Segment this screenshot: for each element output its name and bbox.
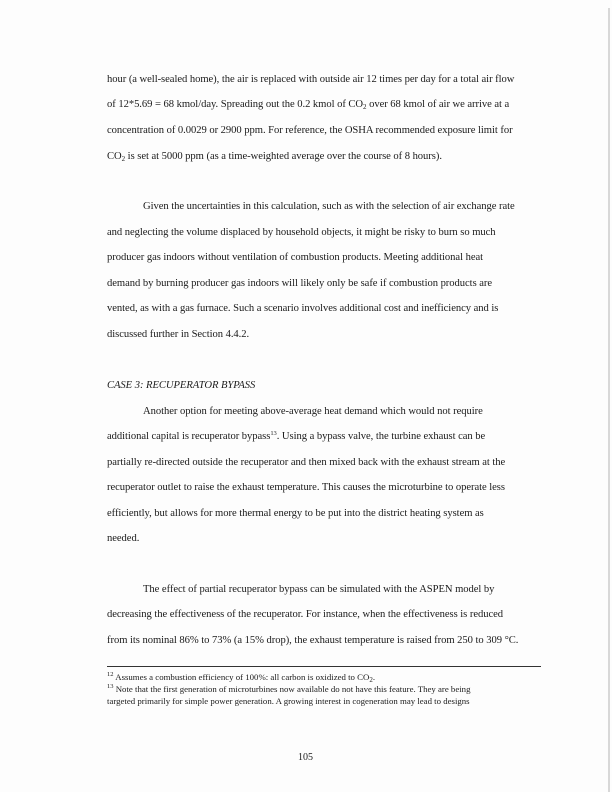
footnote-ref-13[interactable]: 13	[270, 430, 277, 437]
footnote-mark: 13	[107, 683, 114, 690]
p2-line-5: vented, as with a gas furnace. Such a scenario involves additional cost and inefficiency and is	[107, 303, 499, 314]
p3-line-3: partially re-directed outside the recuperator and then mixed back with the exhaust stream at the	[107, 457, 506, 468]
text: CO	[107, 151, 122, 162]
p3-line-4: recuperator outlet to raise the exhaust temperature. This causes the microturbine to operate less	[107, 482, 505, 493]
footnote-mark: 12	[107, 671, 114, 678]
subscript: 2	[121, 155, 126, 163]
text: Assumes a combustion efficiency of 100%: all carbon is oxidized to CO	[113, 672, 370, 682]
p3-line-2	[107, 431, 485, 442]
p2-line-2: and neglecting the volume displaced by household objects, it might be risky to burn so much	[107, 227, 496, 238]
text: is set at 5000 ppm (as a time-weighted average over the course of 8 hours).	[125, 151, 442, 162]
p3-line-6: needed.	[107, 533, 140, 544]
p4-line-3: from its nominal 86% to 73% (a 15% drop), the exhaust temperature is raised from 250 to 309 °C.	[107, 635, 519, 646]
p3-line-5: efficiently, but allows for more thermal energy to be put into the district heating system as	[107, 508, 484, 519]
p1-line-1: hour (a well-sealed home), the air is replaced with outside air 12 times per day for a total air flow	[107, 74, 515, 85]
footnote-divider	[107, 666, 541, 667]
footnote-12	[107, 672, 375, 682]
footnote-13-line-1	[107, 684, 470, 694]
p4-line-1: The effect of partial recuperator bypass can be simulated with the ASPEN model by	[143, 584, 495, 595]
p1-line-4	[107, 151, 442, 162]
footnote-13-line-2: targeted primarily for simple power generation. A growing interest in cogeneration may lead to designs	[107, 696, 470, 706]
p2-line-6: discussed further in Section 4.4.2.	[107, 329, 250, 340]
p2-line-3: producer gas indoors without ventilation of combustion products. Meeting additional heat	[107, 252, 484, 263]
p1-line-3: concentration of 0.0029 or 2900 ppm. For reference, the OSHA recommended exposure limit for	[107, 125, 513, 136]
text: Note that the first generation of microturbines now available do not have this feature. They are being	[113, 684, 471, 694]
p3-line-1: Another option for meeting above-average heat demand which would not require	[143, 406, 483, 417]
subscript: 2	[363, 103, 367, 111]
text: .	[372, 672, 376, 682]
p4-line-2: decreasing the effectiveness of the recuperator. For instance, when the effectiveness is reduced	[107, 609, 504, 620]
text: . Using a bypass valve, the turbine exhaust can be	[276, 431, 486, 442]
p2-line-4: demand by burning producer gas indoors will likely only be safe if combustion products are	[107, 278, 493, 289]
subscript: 2	[369, 676, 373, 684]
text: over 68 kmol of air we arrive at a	[366, 99, 510, 110]
p1-line-2	[107, 99, 509, 110]
text: of 12*5.69 = 68 kmol/day. Spreading out the 0.2 kmol of CO	[107, 99, 364, 110]
p2-line-1: Given the uncertainties in this calculation, such as with the selection of air exchange rate	[143, 201, 515, 212]
page-edge	[608, 8, 610, 792]
section-heading: CASE 3: RECUPERATOR BYPASS	[107, 380, 256, 391]
page-number: 105	[298, 752, 313, 763]
text: additional capital is recuperator bypass	[107, 431, 271, 442]
